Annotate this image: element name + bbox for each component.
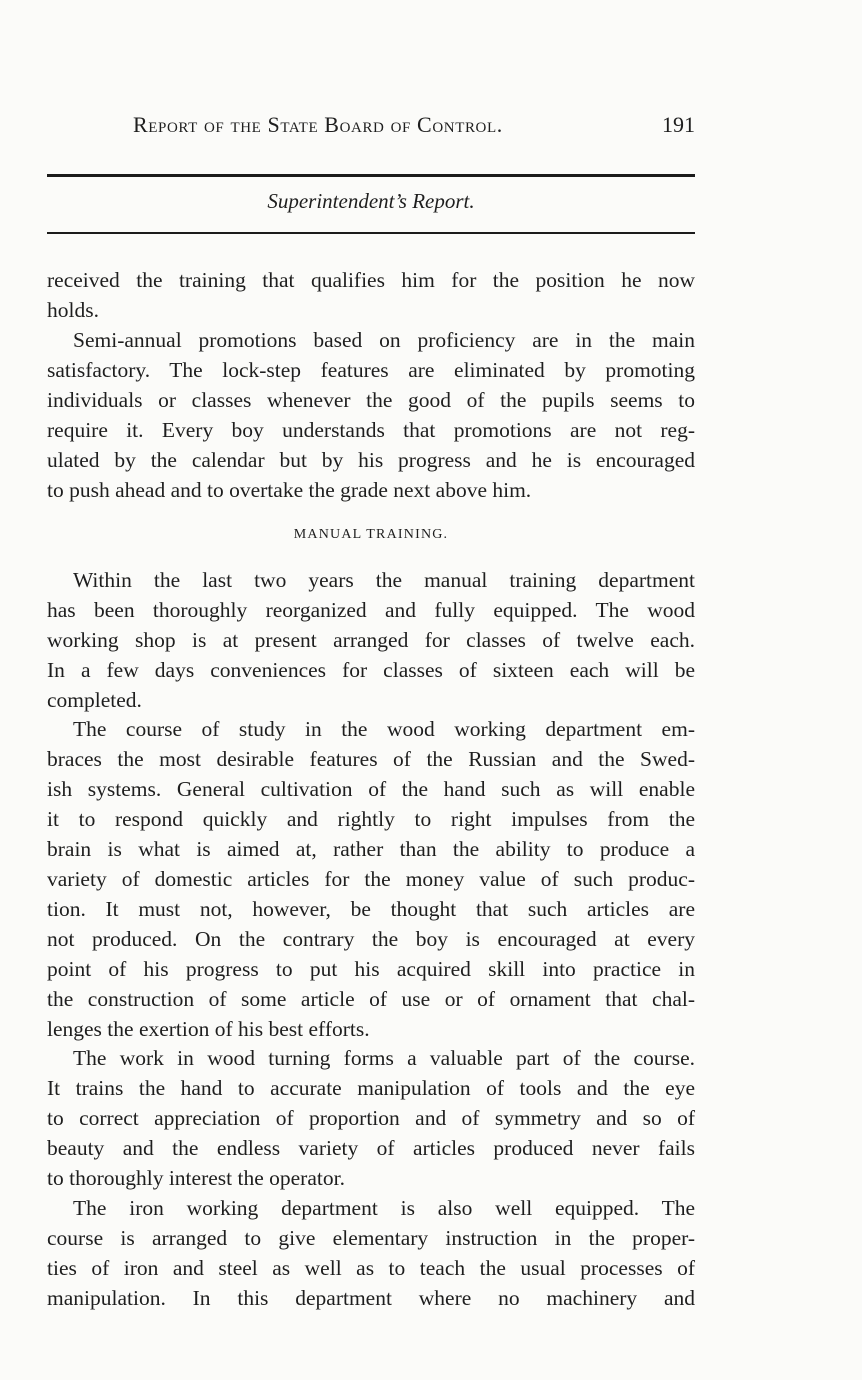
running-head bbox=[47, 112, 695, 148]
body-line: course is arranged to give elementary instruction in the proper- bbox=[47, 1226, 695, 1250]
body-line: ties of iron and steel as well as to teach the usual processes of bbox=[47, 1256, 695, 1280]
page-number: 191 bbox=[662, 112, 695, 137]
body-line: ulated by the calendar but by his progress and he is encouraged bbox=[47, 448, 695, 472]
body-line: the construction of some article of use or of ornament that chal- bbox=[47, 987, 695, 1011]
running-title: Report of the State Board of Control. bbox=[133, 112, 503, 137]
body-line: lenges the exertion of his best efforts. bbox=[47, 1017, 370, 1041]
body-line: to push ahead and to overtake the grade next above him. bbox=[47, 478, 532, 502]
section-subhead: Superintendent’s Report. bbox=[267, 189, 475, 213]
body-line: manipulation. In this department where no machinery and bbox=[47, 1286, 695, 1310]
body-line: braces the most desirable features of the Russian and the Swed- bbox=[47, 747, 695, 771]
header-rule-bottom bbox=[47, 232, 695, 234]
body-line: beauty and the endless variety of articles produced never fails bbox=[47, 1136, 695, 1160]
body-line: received the training that qualifies him for the position he now bbox=[47, 268, 695, 292]
body-line: individuals or classes whenever the good of the pupils seems to bbox=[47, 388, 695, 412]
body-line: The course of study in the wood working department em- bbox=[73, 717, 695, 741]
body-line: has been thoroughly reorganized and fully equipped. The wood bbox=[47, 598, 695, 622]
section-heading: MANUAL TRAINING. bbox=[293, 527, 449, 542]
body-line: Semi-annual promotions based on proficiency are in the main bbox=[73, 328, 695, 352]
body-line: completed. bbox=[47, 688, 142, 712]
body-line: require it. Every boy understands that promotions are not reg- bbox=[47, 418, 695, 442]
body-line: In a few days conveniences for classes of sixteen each will be bbox=[47, 658, 695, 682]
body-line: variety of domestic articles for the money value of such produc- bbox=[47, 867, 695, 891]
book-page bbox=[47, 0, 695, 1380]
body-line: not produced. On the contrary the boy is encouraged at every bbox=[47, 927, 695, 951]
body-line: The iron working department is also well equipped. The bbox=[73, 1196, 695, 1220]
body-line: it to respond quickly and rightly to right impulses from the bbox=[47, 807, 695, 831]
body-line: working shop is at present arranged for classes of twelve each. bbox=[47, 628, 695, 652]
body-line: to correct appreciation of proportion and of symmetry and so of bbox=[47, 1106, 695, 1130]
header-rule-top bbox=[47, 174, 695, 177]
body-line: tion. It must not, however, be thought that such articles are bbox=[47, 897, 695, 921]
body-line: point of his progress to put his acquired skill into practice in bbox=[47, 957, 695, 981]
body-line: The work in wood turning forms a valuable part of the course. bbox=[73, 1046, 695, 1070]
body-line: It trains the hand to accurate manipulation of tools and the eye bbox=[47, 1076, 695, 1100]
body-line: holds. bbox=[47, 298, 99, 322]
body-line: brain is what is aimed at, rather than the ability to produce a bbox=[47, 837, 695, 861]
body-line: ish systems. General cultivation of the hand such as will enable bbox=[47, 777, 695, 801]
body-line: Within the last two years the manual training department bbox=[73, 568, 695, 592]
body-line: satisfactory. The lock-step features are eliminated by promoting bbox=[47, 358, 695, 382]
body-line: to thoroughly interest the operator. bbox=[47, 1166, 345, 1190]
